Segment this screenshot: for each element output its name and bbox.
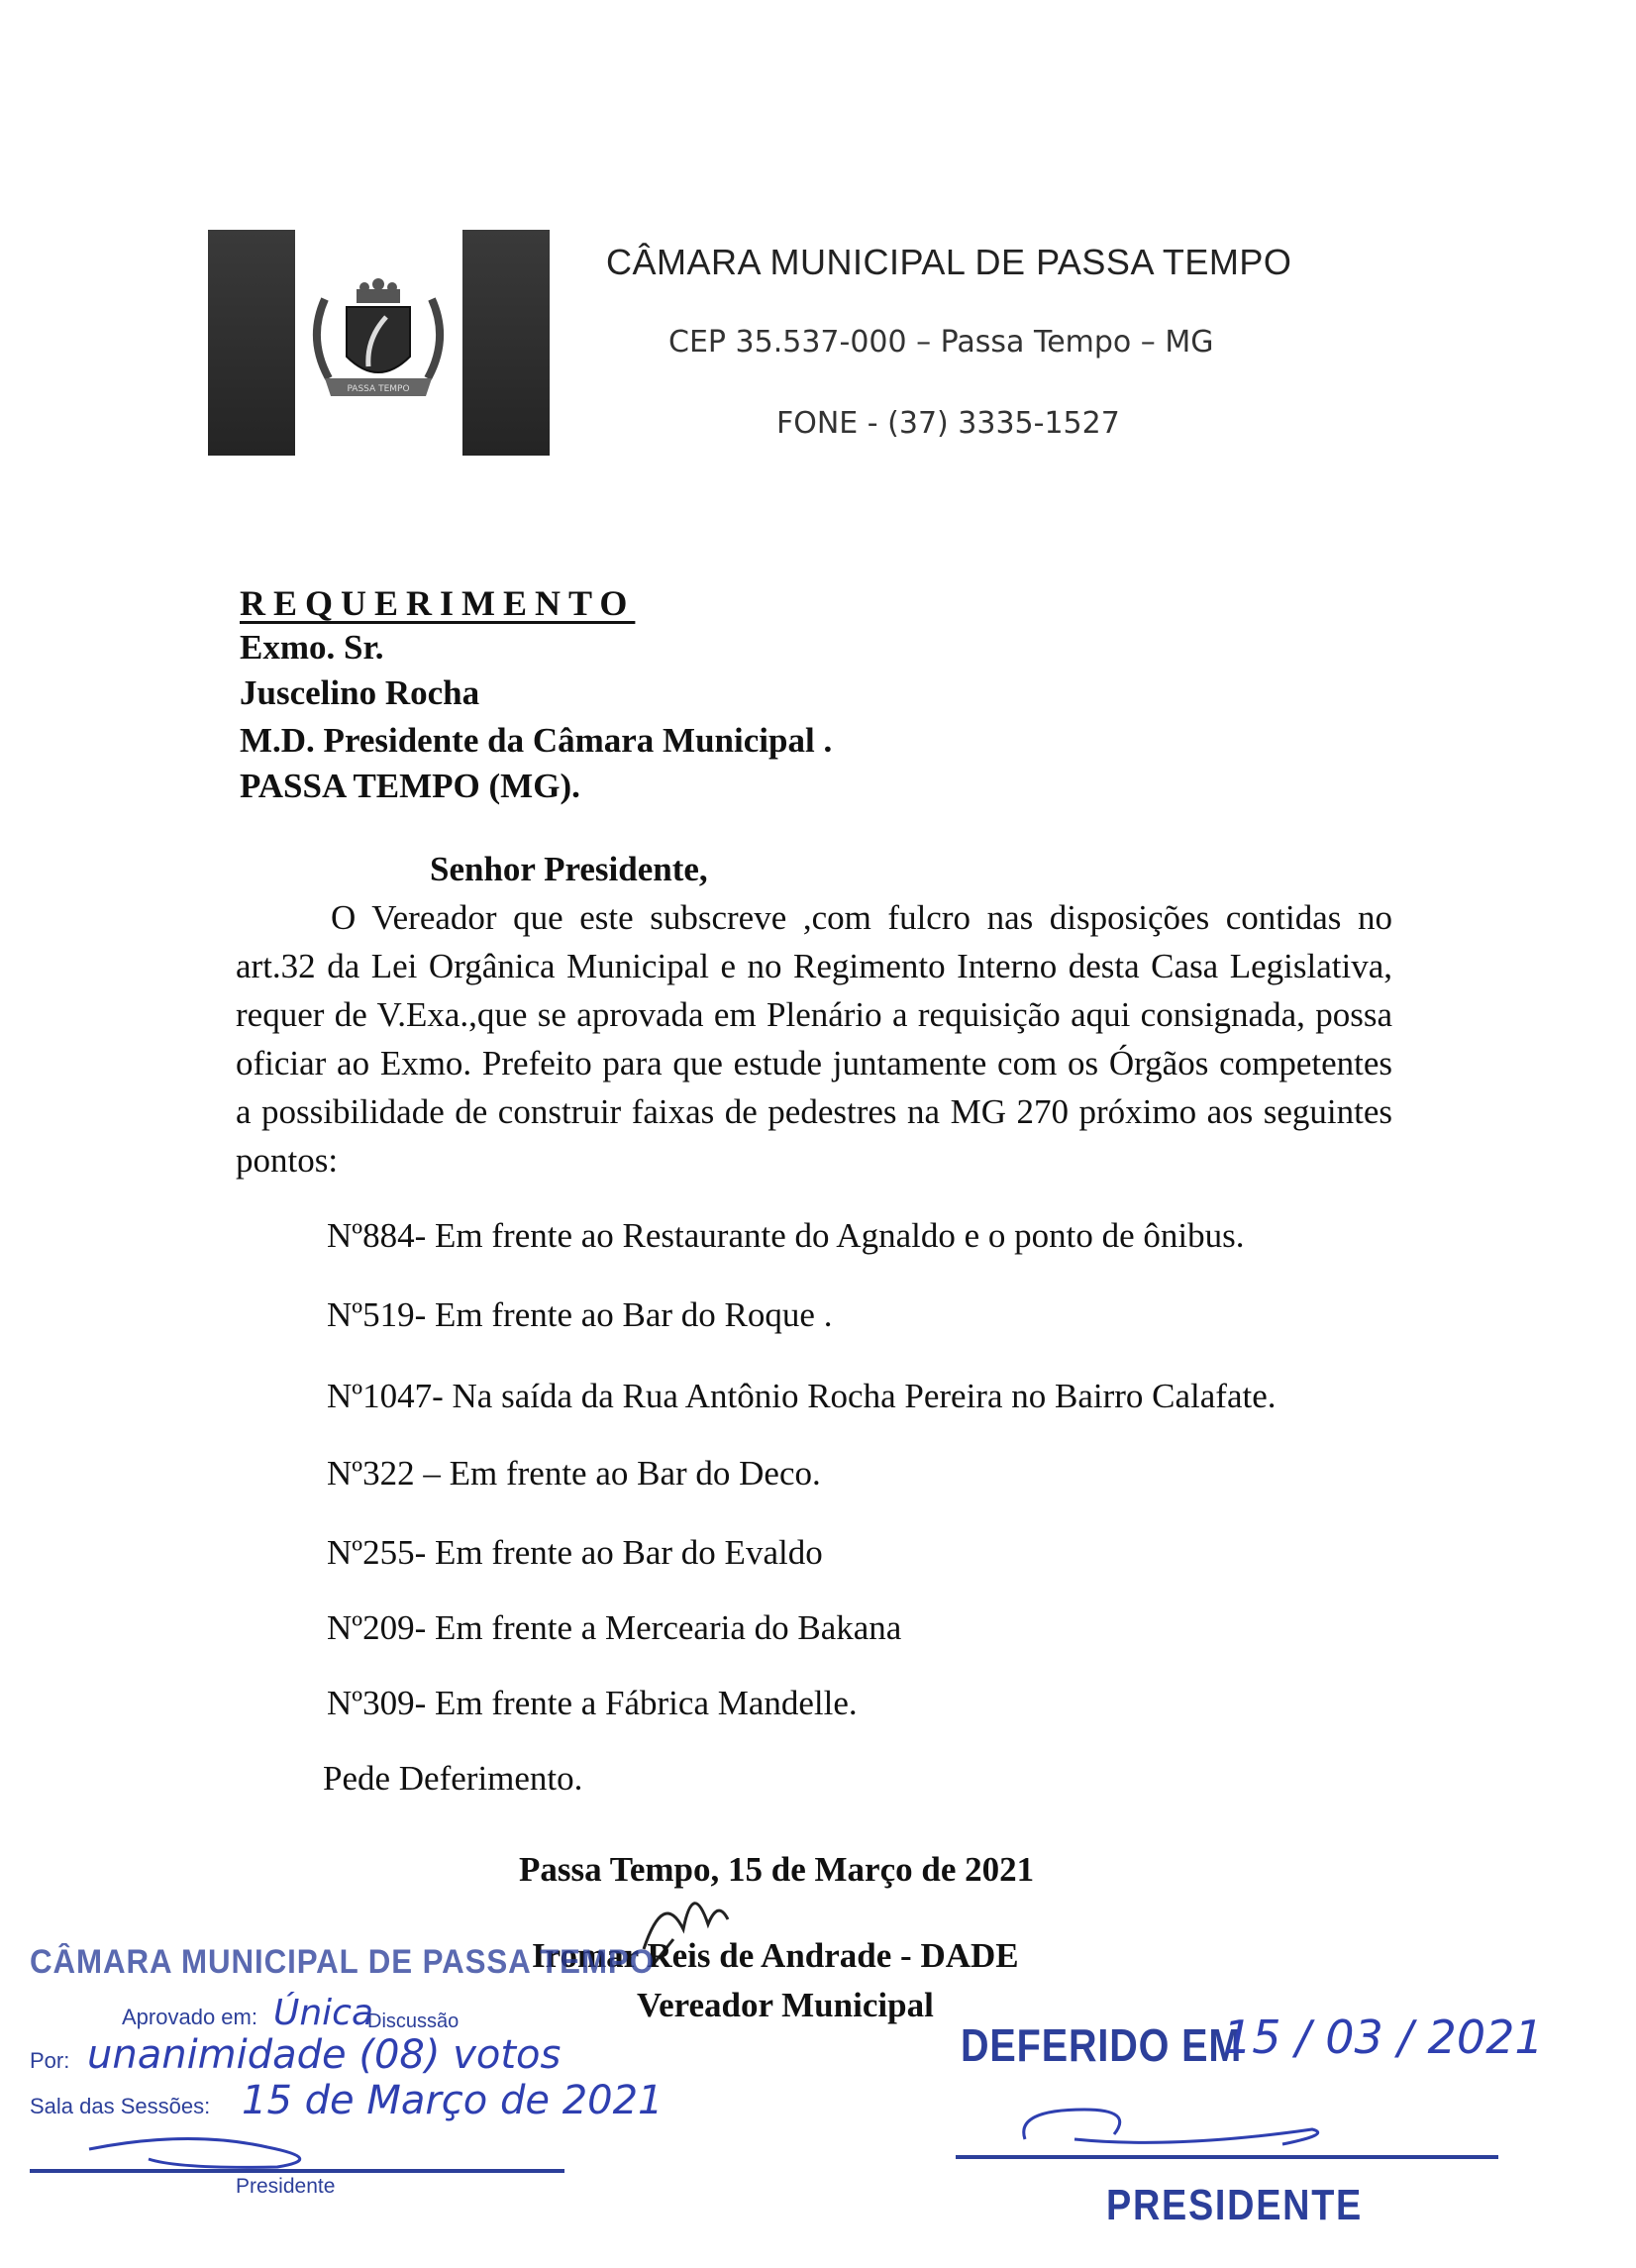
addressee-line-2: Juscelino Rocha xyxy=(240,673,480,712)
deferral-stamp-date: 15 / 03 / 2021 xyxy=(1223,2010,1544,2064)
municipal-flag-emblem xyxy=(208,230,550,456)
institution-title: CÂMARA MUNICIPAL DE PASSA TEMPO xyxy=(606,242,1292,282)
list-item: Nº255- Em frente ao Bar do Evaldo xyxy=(327,1533,823,1572)
institution-cep: CEP 35.537-000 – Passa Tempo – MG xyxy=(668,325,1214,360)
approval-stamp-approved-value: Única xyxy=(273,1993,374,2033)
approval-stamp-discussion-label: Discussão xyxy=(367,2010,460,2032)
list-item: Nº322 – Em frente ao Bar do Deco. xyxy=(327,1454,821,1493)
list-item: Nº309- Em frente a Fábrica Mandelle. xyxy=(327,1684,858,1722)
approval-stamp-by-label: Por: xyxy=(30,2048,70,2073)
approval-stamp-header: CÂMARA MUNICIPAL DE PASSA TEMPO xyxy=(30,1943,655,1981)
approval-stamp-session-label: Sala das Sessões: xyxy=(30,2094,211,2118)
addressee-line-1: Exmo. Sr. xyxy=(240,628,384,667)
document-heading: REQUERIMENTO xyxy=(240,583,636,623)
closing-request: Pede Deferimento. xyxy=(323,1759,583,1798)
institution-phone: FONE - (37) 3335-1527 xyxy=(776,406,1120,441)
place-date: Passa Tempo, 15 de Março de 2021 xyxy=(519,1850,1035,1889)
approval-stamp-approved-label: Aprovado em: xyxy=(122,2005,257,2029)
approval-stamp-by-value: unanimidade (08) votos xyxy=(87,2032,562,2078)
list-item: Nº1047- Na saída da Rua Antônio Rocha Pereira no Bairro Calafate. xyxy=(327,1377,1277,1415)
body-paragraph: O Vereador que este subscreve ,com fulcro nas disposições contidas no art.32 da Lei Orgânica Municipal e no Regimento Interno desta Casa Legislativa, requer de V.Exa.,que se aprovada em Plenário a requisição aqui consignada, possa oficiar ao Exmo. Prefeito para que estude juntamente com os Órgãos competentes a possibilidade de construir faixas de pedestres na MG 270 próximo aos seguintes pontos: xyxy=(236,898,1392,1180)
approval-stamp-session-value: 15 de Março de 2021 xyxy=(242,2078,664,2123)
deferral-stamp-president: PRESIDENTE xyxy=(1106,2181,1364,2229)
list-item: Nº519- Em frente ao Bar do Roque . xyxy=(327,1295,833,1334)
list-item: Nº209- Em frente a Mercearia do Bakana xyxy=(327,1608,902,1647)
signer-name: Iromar Reis de Andrade - DADE xyxy=(532,1936,1019,1975)
addressee-line-4: PASSA TEMPO (MG). xyxy=(240,767,580,805)
salutation: Senhor Presidente, xyxy=(430,850,708,888)
deferral-stamp-signature-line xyxy=(956,2090,1510,2169)
emblem-banner-text: PASSA TEMPO xyxy=(347,384,410,394)
deferral-stamp-label: DEFERIDO EM xyxy=(961,2019,1243,2071)
addressee-line-3: M.D. Presidente da Câmara Municipal . xyxy=(240,721,833,760)
signer-role: Vereador Municipal xyxy=(637,1986,934,2024)
approval-stamp-president-label: Presidente xyxy=(236,2175,336,2198)
list-item: Nº884- Em frente ao Restaurante do Agnaldo e o ponto de ônibus. xyxy=(327,1216,1245,1255)
body-paragraph-container xyxy=(236,893,1392,1185)
